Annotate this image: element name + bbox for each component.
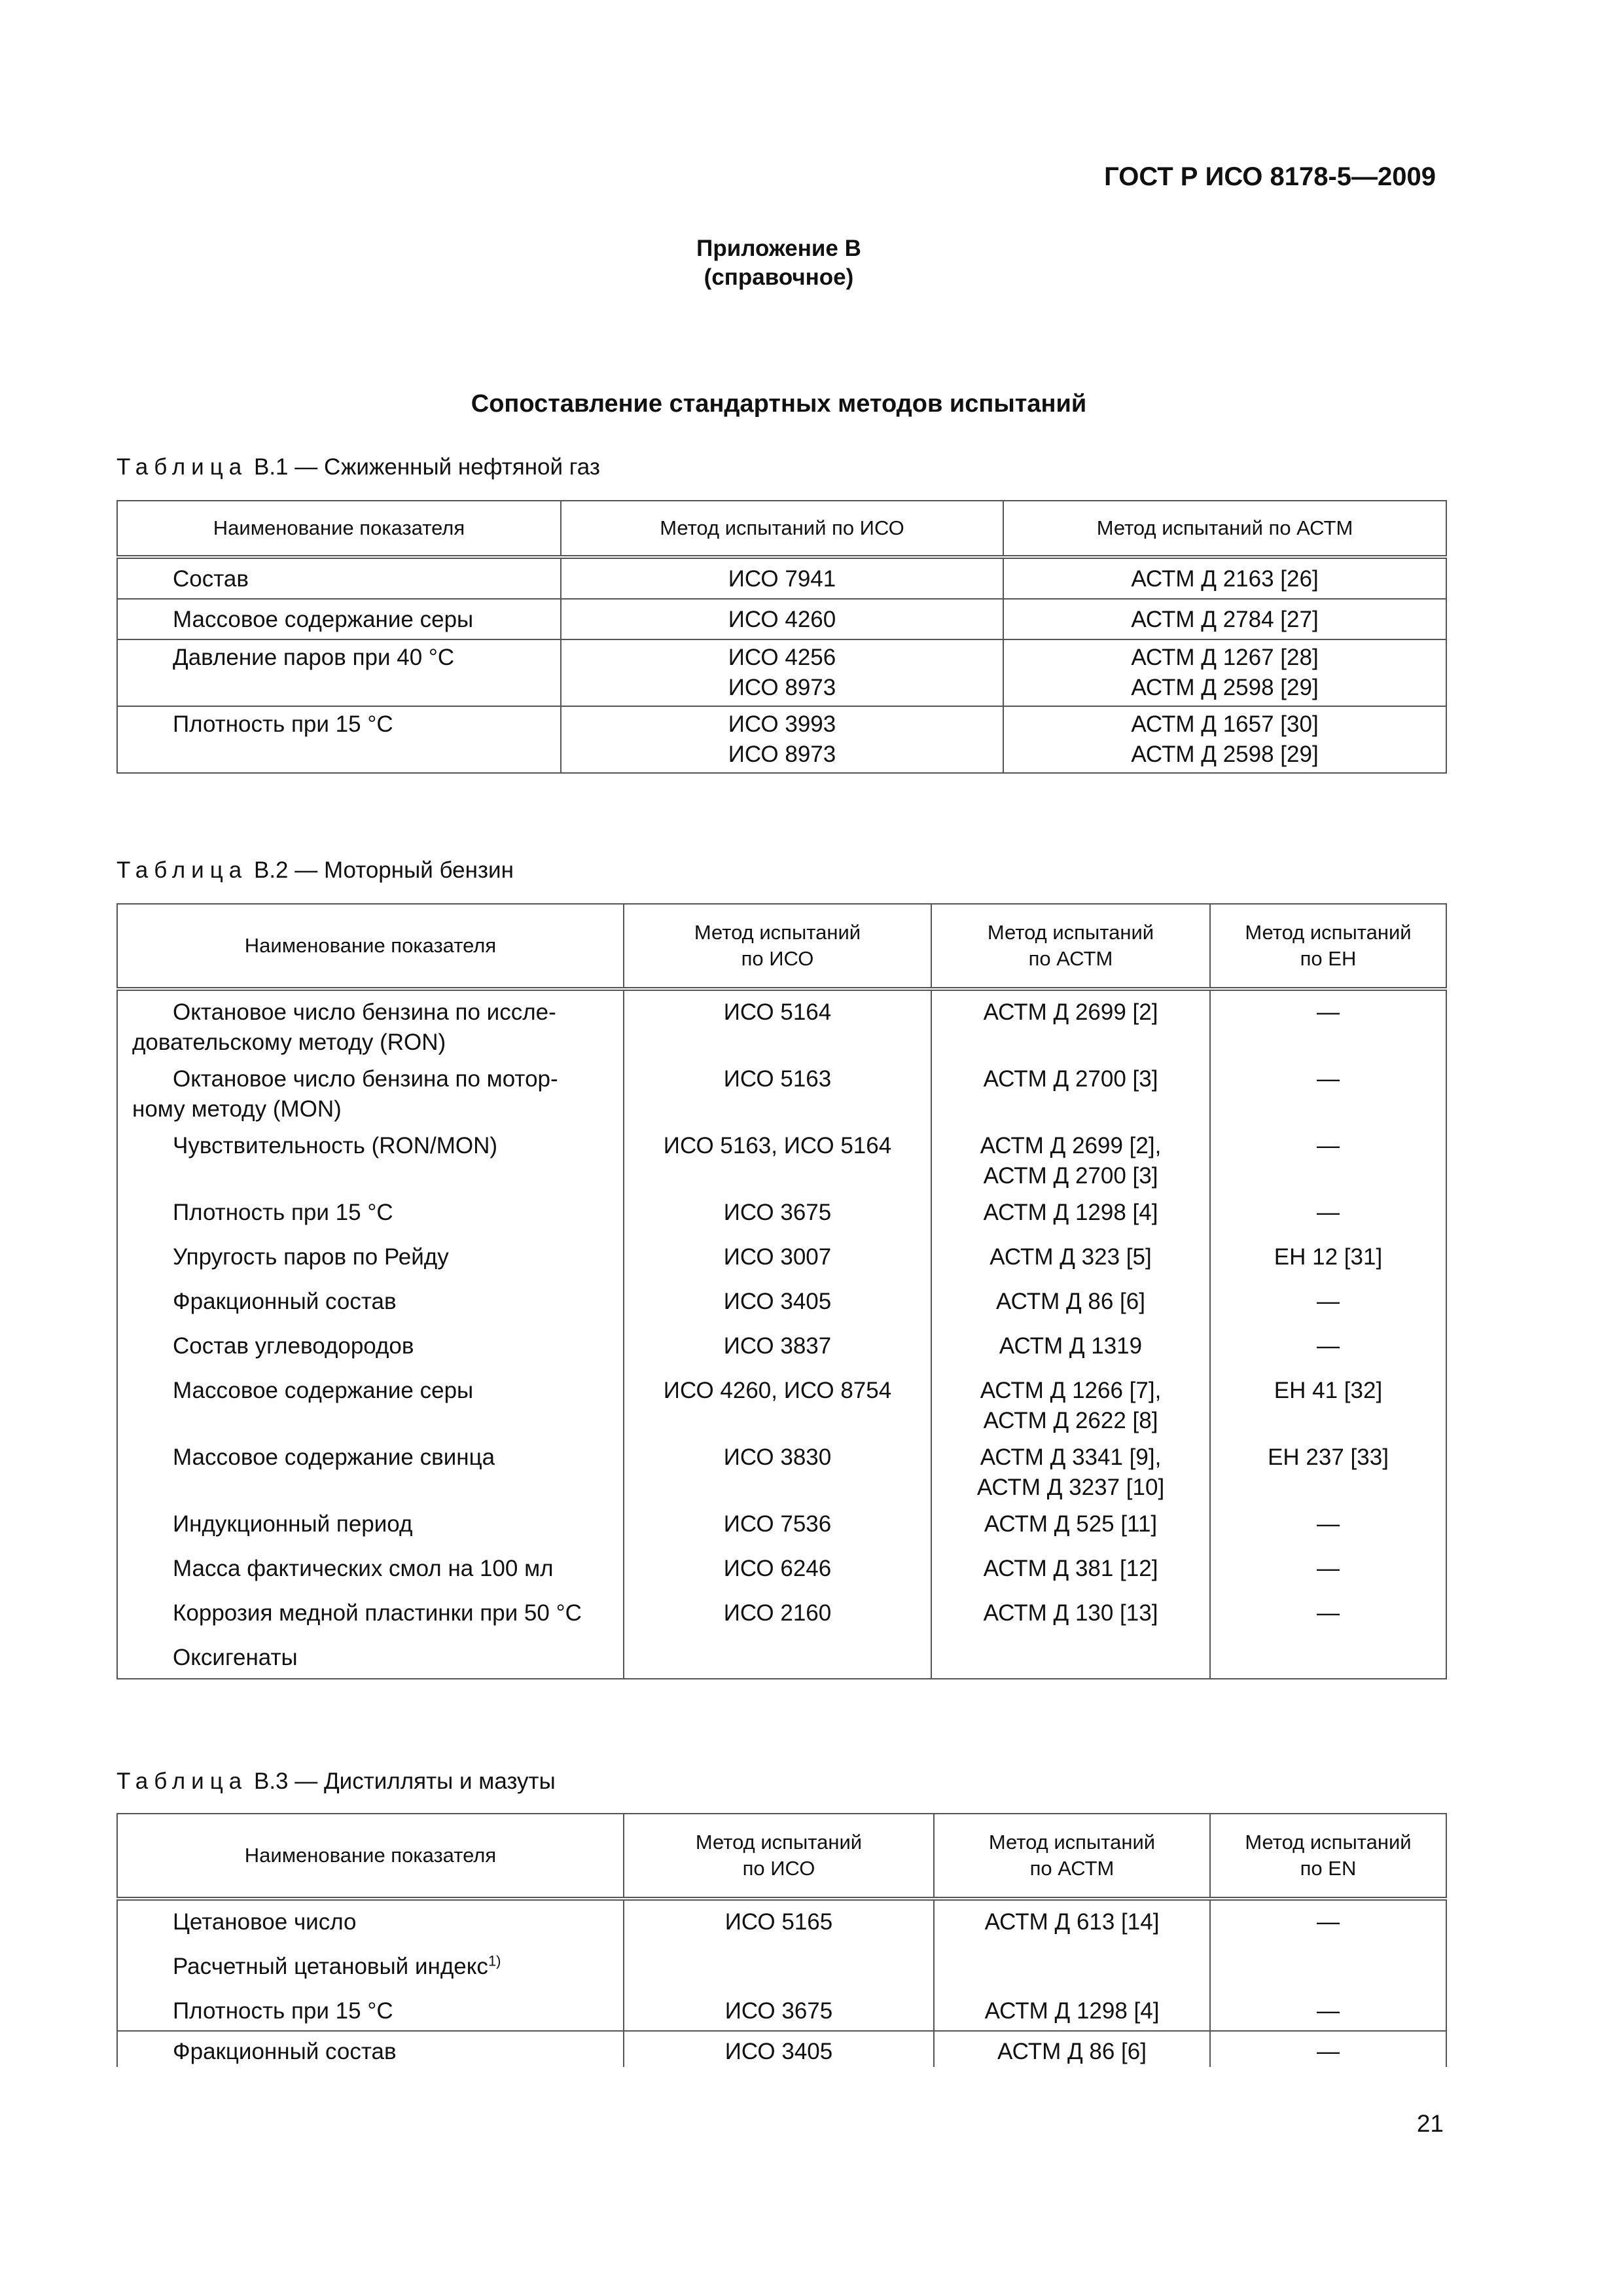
table-row bbox=[117, 1287, 1446, 1331]
astm-method: АСТМ Д 86 [6] bbox=[934, 2031, 1210, 2067]
row-label: Упругость паров по Рейду bbox=[117, 1242, 624, 1287]
astm-method bbox=[934, 1952, 1210, 1996]
table-row bbox=[117, 1509, 1446, 1554]
table3-caption-prefix: Таблица bbox=[116, 1768, 248, 1794]
en-method: — bbox=[1210, 1131, 1446, 1198]
en-method: — bbox=[1210, 2031, 1446, 2067]
iso-method: ИСО 5165 bbox=[624, 1899, 934, 1952]
iso-method: ИСО 4256 ИСО 8973 bbox=[561, 639, 1003, 706]
iso-method: ИСО 6246 bbox=[624, 1554, 931, 1598]
table3-caption-text: В.3 — Дистилляты и мазуты bbox=[253, 1768, 556, 1794]
row-label: Оксигенаты bbox=[117, 1643, 624, 1679]
iso-method: ИСО 3675 bbox=[624, 1996, 934, 2031]
table2 bbox=[116, 903, 1447, 1679]
table-row bbox=[117, 557, 1446, 599]
en-method: — bbox=[1210, 1899, 1446, 1952]
astm-method: АСТМ Д 1266 [7], АСТМ Д 2622 [8] bbox=[931, 1376, 1210, 1443]
en-method: — bbox=[1210, 989, 1446, 1064]
iso-method: ИСО 3405 bbox=[624, 1287, 931, 1331]
table-row bbox=[117, 1131, 1446, 1198]
astm-method: АСТМ Д 1657 [30] АСТМ Д 2598 [29] bbox=[1003, 706, 1446, 773]
iso-method bbox=[624, 1952, 934, 1996]
en-method bbox=[1210, 1643, 1446, 1679]
astm-method: АСТМ Д 130 [13] bbox=[931, 1598, 1210, 1643]
en-method: ЕН 12 [31] bbox=[1210, 1242, 1446, 1287]
astm-method: АСТМ Д 2700 [3] bbox=[931, 1064, 1210, 1131]
table2-caption-prefix: Таблица bbox=[116, 857, 248, 883]
iso-method: ИСО 3675 bbox=[624, 1198, 931, 1242]
table-row bbox=[117, 1376, 1446, 1443]
en-method: — bbox=[1210, 1198, 1446, 1242]
en-method: — bbox=[1210, 1554, 1446, 1598]
row-label: Давление паров при 40 °С bbox=[117, 639, 561, 706]
table-row bbox=[117, 1443, 1446, 1509]
table2-caption bbox=[116, 857, 514, 884]
footnote-marker: 1) bbox=[488, 1952, 501, 1969]
page-number: 21 bbox=[1416, 2110, 1444, 2137]
standard-designation: ГОСТ Р ИСО 8178-5—2009 bbox=[1104, 162, 1436, 191]
row-label: Расчетный цетановый индекс$^{1)}$ bbox=[117, 1952, 624, 1996]
table1-header-cell: Метод испытаний по АСТМ bbox=[1003, 501, 1446, 557]
iso-method: ИСО 3405 bbox=[624, 2031, 934, 2067]
row-label: Индукционный период bbox=[117, 1509, 624, 1554]
annex-title: Приложение В bbox=[696, 236, 861, 261]
row-label: Октановое число бензина по иссле- довательскому методу (RON) bbox=[117, 989, 624, 1064]
table-row bbox=[117, 639, 1446, 706]
row-label: Состав углеводородов bbox=[117, 1331, 624, 1376]
table2-caption-text: В.2 — Моторный бензин bbox=[253, 857, 514, 883]
table-row bbox=[117, 1242, 1446, 1287]
astm-method: АСТМ Д 2699 [2] bbox=[931, 989, 1210, 1064]
table-row bbox=[117, 599, 1446, 639]
iso-method: ИСО 3993 ИСО 8973 bbox=[561, 706, 1003, 773]
table1-caption bbox=[116, 454, 600, 480]
row-label: Чувствительность (RON/MON) bbox=[117, 1131, 624, 1198]
row-label: Фракционный состав bbox=[117, 1287, 624, 1331]
table2-header-cell: Метод испытаний по ИСО bbox=[624, 904, 931, 989]
table-row bbox=[117, 1064, 1446, 1131]
section-title: Сопоставление стандартных методов испытаний bbox=[471, 390, 1087, 418]
astm-method: АСТМ Д 1298 [4] bbox=[934, 1996, 1210, 2031]
en-method: — bbox=[1210, 1331, 1446, 1376]
table-row bbox=[117, 1996, 1446, 2031]
row-label: Масса фактических смол на 100 мл bbox=[117, 1554, 624, 1598]
table-row bbox=[117, 706, 1446, 773]
astm-method: АСТМ Д 2784 [27] bbox=[1003, 599, 1446, 639]
en-method: — bbox=[1210, 1509, 1446, 1554]
iso-method: ИСО 3837 bbox=[624, 1331, 931, 1376]
astm-method: АСТМ Д 525 [11] bbox=[931, 1509, 1210, 1554]
en-method: — bbox=[1210, 1287, 1446, 1331]
row-label: Состав bbox=[117, 557, 561, 599]
astm-method: АСТМ Д 2699 [2], АСТМ Д 2700 [3] bbox=[931, 1131, 1210, 1198]
row-label: Плотность при 15 °С bbox=[117, 706, 561, 773]
en-method: ЕН 41 [32] bbox=[1210, 1376, 1446, 1443]
astm-method: АСТМ Д 1267 [28] АСТМ Д 2598 [29] bbox=[1003, 639, 1446, 706]
table-row bbox=[117, 1198, 1446, 1242]
astm-method: АСТМ Д 86 [6] bbox=[931, 1287, 1210, 1331]
table1 bbox=[116, 500, 1447, 774]
row-label: Массовое содержание серы bbox=[117, 1376, 624, 1443]
en-method: — bbox=[1210, 1598, 1446, 1643]
table2-header-cell: Метод испытаний по ЕН bbox=[1210, 904, 1446, 989]
row-label: Массовое содержание серы bbox=[117, 599, 561, 639]
iso-method: ИСО 2160 bbox=[624, 1598, 931, 1643]
table-row bbox=[117, 1899, 1446, 1952]
table2-header-cell: Метод испытаний по АСТМ bbox=[931, 904, 1210, 989]
row-label: Плотность при 15 °С bbox=[117, 1996, 624, 2031]
iso-method: ИСО 3830 bbox=[624, 1443, 931, 1509]
en-method: — bbox=[1210, 1996, 1446, 2031]
table-row bbox=[117, 989, 1446, 1064]
astm-method: АСТМ Д 2163 [26] bbox=[1003, 557, 1446, 599]
table-row bbox=[117, 1598, 1446, 1643]
table3-header-cell: Метод испытаний по EN bbox=[1210, 1814, 1446, 1899]
iso-method: ИСО 4260 bbox=[561, 599, 1003, 639]
en-method: — bbox=[1210, 1064, 1446, 1131]
iso-method: ИСО 5164 bbox=[624, 989, 931, 1064]
table3-caption bbox=[116, 1768, 556, 1795]
table-row bbox=[117, 2031, 1446, 2067]
table2-header-cell: Наименование показателя bbox=[117, 904, 624, 989]
astm-method bbox=[931, 1643, 1210, 1679]
table-row bbox=[117, 1952, 1446, 1996]
astm-method: АСТМ Д 323 [5] bbox=[931, 1242, 1210, 1287]
row-label: Цетановое число bbox=[117, 1899, 624, 1952]
iso-method: ИСО 5163, ИСО 5164 bbox=[624, 1131, 931, 1198]
iso-method: ИСО 4260, ИСО 8754 bbox=[624, 1376, 931, 1443]
iso-method: ИСО 5163 bbox=[624, 1064, 931, 1131]
en-method bbox=[1210, 1952, 1446, 1996]
row-label: Массовое содержание свинца bbox=[117, 1443, 624, 1509]
astm-method: АСТМ Д 613 [14] bbox=[934, 1899, 1210, 1952]
table-row bbox=[117, 1643, 1446, 1679]
row-label: Коррозия медной пластинки при 50 °С bbox=[117, 1598, 624, 1643]
table3-header-cell: Метод испытаний по ИСО bbox=[624, 1814, 934, 1899]
table3 bbox=[116, 1813, 1447, 2067]
astm-method: АСТМ Д 1319 bbox=[931, 1331, 1210, 1376]
row-label: Октановое число бензина по мотор- ному методу (MON) bbox=[117, 1064, 624, 1131]
iso-method bbox=[624, 1643, 931, 1679]
table-row bbox=[117, 1331, 1446, 1376]
astm-method: АСТМ Д 381 [12] bbox=[931, 1554, 1210, 1598]
table-row bbox=[117, 1554, 1446, 1598]
iso-method: ИСО 7941 bbox=[561, 557, 1003, 599]
astm-method: АСТМ Д 1298 [4] bbox=[931, 1198, 1210, 1242]
row-label: Фракционный состав bbox=[117, 2031, 624, 2067]
table3-header-cell: Метод испытаний по АСТМ bbox=[934, 1814, 1210, 1899]
astm-method: АСТМ Д 3341 [9], АСТМ Д 3237 [10] bbox=[931, 1443, 1210, 1509]
iso-method: ИСО 3007 bbox=[624, 1242, 931, 1287]
table1-caption-text: В.1 — Сжиженный нефтяной газ bbox=[253, 454, 600, 480]
annex-subtitle: (справочное) bbox=[704, 264, 854, 290]
en-method: ЕН 237 [33] bbox=[1210, 1443, 1446, 1509]
table3-header-cell: Наименование показателя bbox=[117, 1814, 624, 1899]
table1-caption-prefix: Таблица bbox=[116, 454, 248, 480]
iso-method: ИСО 7536 bbox=[624, 1509, 931, 1554]
table1-header-cell: Метод испытаний по ИСО bbox=[561, 501, 1003, 557]
table1-header-cell: Наименование показателя bbox=[117, 501, 561, 557]
row-label: Плотность при 15 °С bbox=[117, 1198, 624, 1242]
